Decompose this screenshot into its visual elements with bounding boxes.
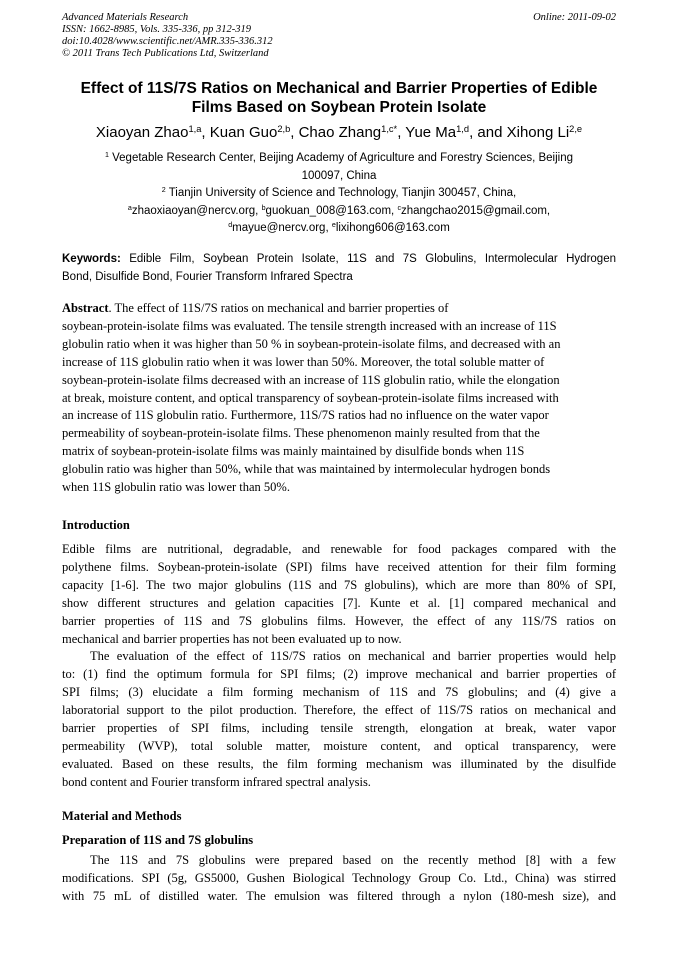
text-line: bond content and Fourier transform infrared spectral analysis. — [62, 774, 371, 789]
journal-name: Advanced Materials Research — [62, 12, 189, 23]
online-date: Online: 2011-09-02 — [533, 12, 616, 23]
author-name: Chao Zhang — [298, 124, 382, 141]
keywords-label: Keywords: — [62, 253, 121, 265]
journal-header — [62, 12, 616, 60]
author-name: Yue Ma — [405, 124, 457, 141]
author-affiliation-marker: 1,a — [188, 124, 202, 135]
text-line: globulin ratio when it was higher than 50 % in soybean-protein-isolate films, and decreased with an — [62, 336, 561, 351]
text-line: soybean-protein-isolate films was evaluated. The tensile strength increased with an increase of 11S — [62, 318, 557, 333]
text-line: laboratorial support to the pilot production. Therefore, the effect of 11S/7S ratios on mechanical and — [62, 703, 616, 718]
email-a[interactable]: zhaoxiaoyan@nercv.org, — [131, 204, 262, 217]
author-separator: , — [201, 124, 210, 141]
paper-title — [52, 79, 626, 117]
author-list — [40, 123, 638, 143]
text-line: when 11S globulin ratio was lower than 50%. — [62, 480, 290, 495]
text-line: evaluated. Based on these results, the film forming mechanism was illuminated by the disulfide — [62, 756, 616, 771]
text-line: modifications. SPI (5g, GS5000, Gushen Biological Technology Group Co. Ltd., China) was stirred — [62, 870, 616, 885]
issn-line: ISSN: 1662-8985, Vols. 335-336, pp 312-319 — [62, 24, 251, 35]
text-line: SPI films; (3) elucidate a film forming mechanism of 11S and 7S globulins; and (4) give a — [62, 685, 616, 700]
text-line: at break, moisture content, and optical transparency of soybean-protein-isolate films increased with — [62, 390, 559, 405]
copyright-line: © 2011 Trans Tech Publications Ltd, Switzerland — [62, 48, 269, 59]
doi-line: doi:10.4028/www.scientific.net/AMR.335-336.312 — [62, 36, 273, 47]
text-line: mechanical and barrier properties has not been evaluated up to now. — [62, 631, 402, 646]
abstract — [62, 300, 616, 497]
text-line: barrier properties of SPI films, including tensile strength, elongation at break, water vapor — [62, 721, 616, 736]
author-separator: , — [290, 124, 299, 141]
keywords: Keywords: Edible Film, Soybean Protein Isolate, 11S and 7S Globulins, Intermolecular Hydrogen Bond, Disulfide Bond, Fourier Transform Infrared Spectra — [62, 253, 616, 283]
email-d[interactable]: mayue@nercv.org, — [232, 222, 332, 234]
author-separator: , — [397, 124, 406, 141]
title-line-1: Effect of 11S/7S Ratios on Mechanical and Barrier Properties of Edible — [80, 80, 598, 97]
methods-subheading: Preparation of 11S and 7S globulins — [62, 833, 254, 847]
text-line: Abstract. The effect of 11S/7S ratios on mechanical and barrier properties of — [62, 301, 449, 315]
text-line: to: (1) find the optimum formula for SPI films; (2) improve mechanical and barrier properties of — [62, 667, 616, 682]
text-line: The evaluation of the effect of 11S/7S ratios on mechanical and barrier properties would help — [90, 649, 616, 664]
author-name: Kuan Guo — [209, 124, 278, 141]
affiliations — [52, 150, 626, 238]
text-line: Edible films are nutritional, degradable, and renewable for food packages compared with the — [62, 542, 616, 556]
author-separator: , and — [469, 124, 507, 141]
author-affiliation-marker: 2,b — [277, 124, 291, 135]
author-affiliation-marker: 1,d — [456, 124, 470, 135]
introduction-heading: Introduction — [62, 518, 130, 532]
text-line: permeability (WVP), total soluble matter, moisture content, and optical transparency, were — [62, 738, 616, 753]
abstract-label: Abstract — [62, 301, 109, 315]
email-e[interactable]: lixihong606@163.com — [335, 222, 450, 234]
email-c[interactable]: zhangchao2015@gmail.com, — [401, 204, 551, 217]
text-line: The 11S and 7S globulins were prepared based on the recently method [8] with a few — [90, 853, 616, 867]
affiliation-2: $^2$ Tianjin University of Science and Technology, Tianjin 300457, China, — [161, 186, 517, 199]
author-affiliation-marker: 2,e — [569, 124, 583, 135]
text-line: globulin ratio was higher than 50%, while that was maintained by intermolecular hydrogen bonds — [62, 462, 551, 477]
methods-heading: Material and Methods — [62, 809, 182, 823]
introduction-paragraph-1 — [62, 541, 616, 648]
text-line: an increase of 11S globulin ratio. Furthermore, 11S/7S ratios had no influence on the water vapor — [62, 408, 549, 423]
email-b[interactable]: guokuan_008@163.com, — [265, 204, 398, 217]
text-line: barrier properties of 11S and 7S globulins films. However, the effect of any 11S/7S ratios on — [62, 613, 616, 628]
author-name: Xihong Li — [506, 124, 570, 141]
text-line: increase of 11S globulin ratio when it was lower than 50%. Moreover, the total soluble matter of — [62, 354, 545, 369]
title-line-2: Films Based on Soybean Protein Isolate — [191, 99, 487, 116]
text-line: show different structures and gelation capacities [7]. Kunte et al. [1] compared mechanical and — [62, 595, 616, 610]
text-line: matrix of soybean-protein-isolate films was mainly maintained by disulfide bonds when 11S — [62, 444, 525, 459]
author-name: Xiaoyan Zhao — [95, 124, 189, 141]
email-line-1: $^a$zhaoxiaoyan@nercv.org, $^b$guokuan_008@163.com, $^c$zhangchao2015@gmail.com, — [127, 203, 551, 217]
text-line: polythene films. Soybean-protein-isolate (SPI) films have received attention for their film forming — [62, 559, 616, 574]
text-line: capacity [1-6]. The two major globulins (11S and 7S globulins), which are more than 80% of SPI, — [62, 577, 616, 592]
affiliation-1-line-2: 100097, China — [301, 169, 377, 182]
text-line: soybean-protein-isolate films decreased with an increase of 11S globulin ratio, while the elongation — [62, 372, 560, 387]
author-affiliation-marker: 1,c* — [381, 124, 398, 135]
methods-paragraph-1 — [62, 852, 616, 906]
text-line: with 75 mL of distilled water. The emulsion was filtered through a nylon (180-mesh size), and — [62, 888, 616, 903]
affiliation-1-line-1: $^1$ Vegetable Research Center, Beijing Academy of Agriculture and Forestry Sciences, Beijing — [104, 151, 574, 164]
email-line-2: $^d$mayue@nercv.org, $^e$lixihong606@163.com — [228, 221, 450, 234]
introduction-paragraph-2 — [62, 648, 616, 791]
text-line: permeability of soybean-protein-isolate films. These phenomenon mainly resulted from that the — [62, 426, 540, 441]
